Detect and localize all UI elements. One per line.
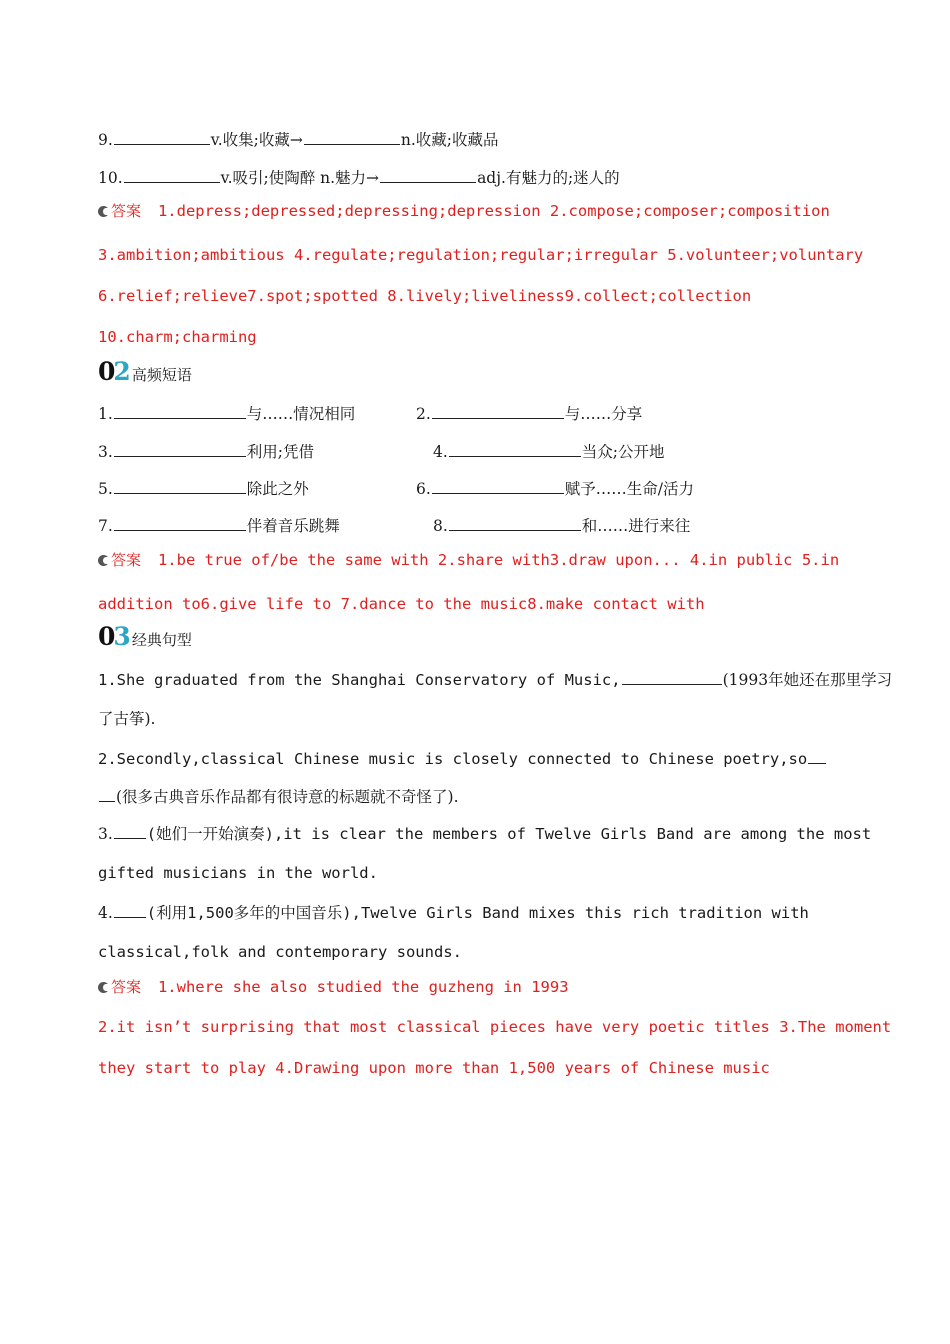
sentence-item-3: 3. (她们一开始演奏),it is clear the members of Twelve Girls Band are among the most xyxy=(98,822,871,844)
answer-icon xyxy=(98,206,109,217)
answer-blank[interactable] xyxy=(114,514,246,531)
answer-text: 1.depress;depressed;depressing;depression 2.compose;composer;composition xyxy=(157,202,830,220)
sentence-item-1: 1.She graduated from the Shanghai Conservatory of Music, (1993年她还在那里学习 xyxy=(98,668,892,690)
section-header-sentences xyxy=(98,622,192,655)
sentence-item-4-cont: classical,folk and contemporary sounds. xyxy=(98,943,462,961)
vocab-answer-block xyxy=(98,201,830,221)
answer-icon xyxy=(98,555,109,566)
phrase-item: 4. 当众;公开地 xyxy=(433,440,665,462)
answer-text: 1.be true of/be the same with 2.share with3.draw upon... 4.in public 5.in xyxy=(157,551,840,569)
answer-blank[interactable] xyxy=(380,166,476,183)
sentence-item-3-cont: gifted musicians in the world. xyxy=(98,864,378,882)
phrase-item: 5. 除此之外 xyxy=(98,477,309,499)
answer-blank[interactable] xyxy=(432,477,564,494)
answer-blank[interactable] xyxy=(99,785,115,802)
answer-blank[interactable] xyxy=(304,128,400,145)
answer-blank[interactable] xyxy=(114,477,246,494)
section-title: 经典句型 xyxy=(131,631,192,649)
answer-blank[interactable] xyxy=(114,128,210,145)
answer-label: 答案 xyxy=(111,551,142,569)
answer-text: 1.where she also studied the guzheng in 1993 xyxy=(157,978,569,996)
sentence-item-4: 4. (利用1,500多年的中国音乐),Twelve Girls Band mixes this rich tradition with xyxy=(98,901,809,923)
answer-text: 3.ambition;ambitious 4.regulate;regulation;regular;irregular 5.volunteer;voluntary xyxy=(98,246,864,264)
vocab-item-9: 9. v.收集;收藏→ n.收藏;收藏品 xyxy=(98,128,499,150)
section-header-phrases xyxy=(98,357,192,390)
phrase-answer-block xyxy=(98,550,839,570)
answer-text: 2.it isn’t surprising that most classical pieces have very poetic titles 3.The moment xyxy=(98,1018,892,1036)
answer-text: they start to play 4.Drawing upon more than 1,500 years of Chinese music xyxy=(98,1059,770,1077)
phrase-item: 6. 赋予……生命/活力 xyxy=(416,477,694,499)
answer-label: 答案 xyxy=(111,978,142,996)
answer-blank[interactable] xyxy=(449,440,581,457)
answer-label: 答案 xyxy=(111,202,142,220)
sentence-item-2: 2.Secondly,classical Chinese music is closely connected to Chinese poetry,so xyxy=(98,747,827,769)
phrase-item: 1. 与……情况相同 xyxy=(98,402,355,424)
phrase-item: 2. 与……分享 xyxy=(416,402,642,424)
section-number: 03 xyxy=(98,622,129,651)
answer-blank[interactable] xyxy=(808,747,826,764)
answer-blank[interactable] xyxy=(432,402,564,419)
sentence-item-2-cont: (很多古典音乐作品都有很诗意的标题就不奇怪了). xyxy=(98,785,459,807)
answer-icon xyxy=(98,982,109,993)
phrase-item: 8. 和……进行来往 xyxy=(433,514,690,536)
section-number: 02 xyxy=(98,357,129,386)
answer-blank[interactable] xyxy=(114,402,246,419)
answer-text: 6.relief;relieve7.spot;spotted 8.lively;liveliness9.collect;collection xyxy=(98,287,752,305)
answer-text: 10.charm;charming xyxy=(98,328,257,346)
answer-blank[interactable] xyxy=(449,514,581,531)
section-title: 高频短语 xyxy=(131,366,192,384)
phrase-item: 7. 伴着音乐跳舞 xyxy=(98,514,340,536)
answer-blank[interactable] xyxy=(114,440,246,457)
answer-blank[interactable] xyxy=(622,668,722,685)
sentence-item-1-cont: 了古筝). xyxy=(98,710,156,728)
answer-blank[interactable] xyxy=(114,822,146,839)
vocab-item-10: 10. v.吸引;使陶醉 n.魅力→ adj.有魅力的;迷人的 xyxy=(98,166,620,188)
sentence-answer-block xyxy=(98,977,569,997)
phrase-item: 3. 利用;凭借 xyxy=(98,440,314,462)
answer-blank[interactable] xyxy=(114,901,146,918)
answer-blank[interactable] xyxy=(124,166,220,183)
answer-text: addition to6.give life to 7.dance to the music8.make contact with xyxy=(98,595,705,613)
